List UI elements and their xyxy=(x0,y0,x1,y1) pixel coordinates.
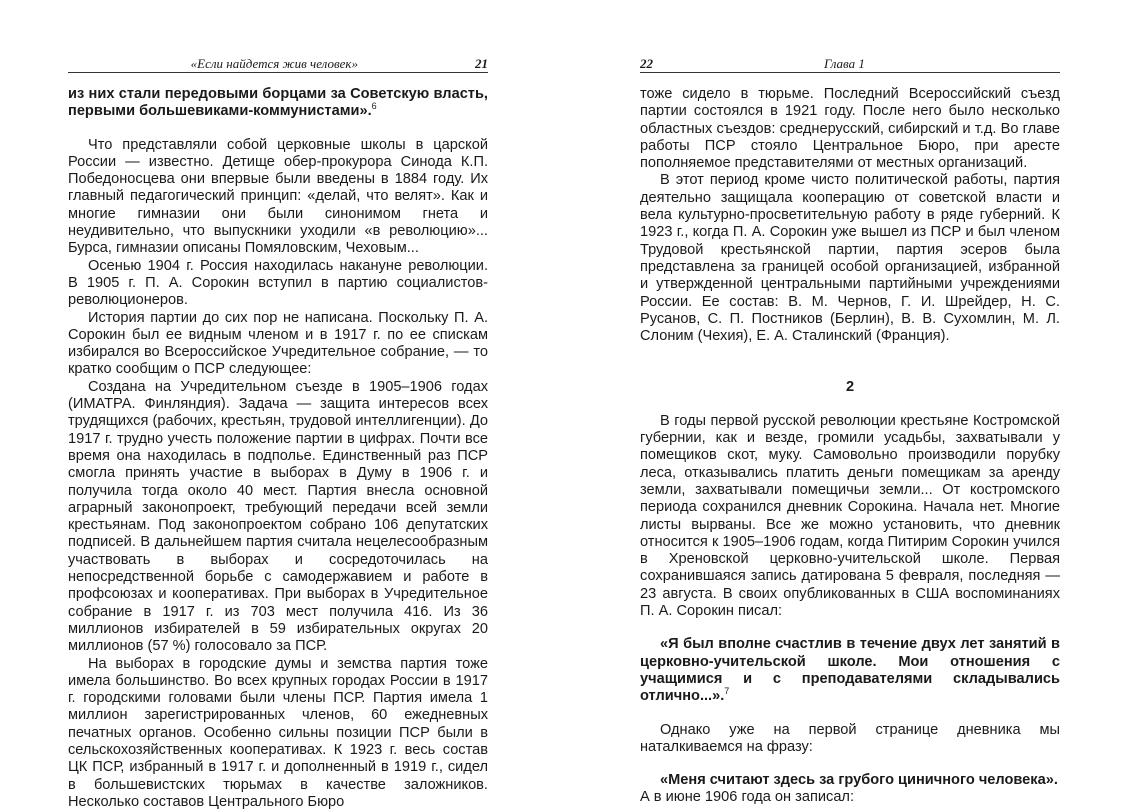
running-header xyxy=(640,56,1060,73)
running-header xyxy=(68,56,488,73)
paragraph: А в июне 1906 года он записал: xyxy=(640,789,1060,806)
footnote-ref: 7 xyxy=(724,686,729,696)
paragraph: Создана на Учредительном съезде в 1905–1906 годах (ИМАТРА. Финляндия). Задача — защита интересов всех трудящихся (рабочих, крестьян, трудовой интеллигенции). До 1917 г. трудно учесть положение партии в цифрах. Почти все время она находилась в подполье. Единственный раз ПСР смогла принять участие в выборах в Думу в 1906 г. и получила тогда около 40 мест. Партия внесла основной аграрный законопроект, требующий передачи всей земли крестьянам. Под законопроектом собрано 106 депутатских подписей. В дальнейшем партия считала нецелесообразным участвовать в выборах и сосредоточилась на непосредственной борьбе с самодержавием и работе в профсоюзах и кооперативах. При выборах в Учредительное собрание в 1917 г. из 703 мест получила 416. Из 36 миллионов избирателей в 59 избирательных округах 20 миллионов (57 %) голосовало за ПСР. xyxy=(68,379,488,656)
page-number: 21 xyxy=(475,56,488,72)
paragraph: История партии до сих пор не написана. Поскольку П. А. Сорокин был ее видным членом и в 1917 г. по ее спискам избирался во Всероссийское Учредительное собрание, — то кратко сообщим о ПСР следующее: xyxy=(68,310,488,379)
section-number: 2 xyxy=(640,379,1060,396)
quote-text: из них стали передовыми борцами за Советскую власть, первыми большевиками-коммунистами». xyxy=(68,86,488,119)
paragraph: Однако уже на первой странице дневника мы наталкиваемся на фразу: xyxy=(640,722,1060,757)
quote-text: «Я был вполне счастлив в течение двух лет занятий в церковно-учительской школе. Мои отношения с учащимися и с преподавателями складывались отлично...». xyxy=(640,636,1060,704)
paragraph: Осенью 1904 г. Россия находилась накануне революции. В 1905 г. П. А. Сорокин вступил в партию социалистов-революционеров. xyxy=(68,258,488,310)
paragraph: В этот период кроме чисто политической работы, партия деятельно защищала кооперацию от советской власти и вела культурно-просветительную работу в ряде губерний. К 1923 г., когда П. А. Сорокин уже вышел из ПСР и был членом Трудовой крестьянской партии, партия эсеров была представлена за границей особой организацией, избранной и утвержденной центральными партийными учреждениями России. Ее состав: В. М. Чернов, Г. И. Шрейдер, Н. С. Русанов, С. П. Постников (Берлин), В. В. Сухомлин, М. Л. Слоним (Чехия), Е. А. Сталинский (Франция). xyxy=(640,172,1060,345)
block-quote: «Меня считают здесь за грубого циничного человека». xyxy=(640,772,1060,789)
paragraph: На выборах в городские думы и земства партия тоже имела большинство. Во всех крупных городах России в 1917 г. городскими головами были члены ПСР. Партия имела 1 миллион зарегистрированных членов, 60 ежедневных печатных органов. Особенно сильны позиции ПСР были в сельскохозяйственных кооперативах. К 1923 г. весь состав ЦК ПСР, избранный в 1917 г. и дополненный в 1919 г., сидел в большевистских тюрьмах в качестве заложников. Несколько составов Центрального Бюро xyxy=(68,656,488,811)
page-body xyxy=(640,86,1060,807)
running-title: Глава 1 xyxy=(824,56,865,72)
page-body xyxy=(68,86,488,811)
footnote-ref: 6 xyxy=(372,101,377,111)
paragraph: тоже сидело в тюрьме. Последний Всероссийский съезд партии состоялся в 1921 году. После него было несколько областных съездов: среднерусский, сибирский и т.д. Во главе работы ПСР стояло Центральное Бюро, при аресте пополняемое представителями от местных организаций. xyxy=(640,86,1060,172)
page-number: 22 xyxy=(640,56,653,72)
quote-continuation xyxy=(68,86,488,121)
paragraph: Что представляли собой церковные школы в царской России — известно. Детище обер-прокурора Синода К.П. Победоносцева они впервые были введены в 1884 году. Их главный педагогический принцип: «делай, что велят». Как и многие гимназии они были синонимом гнета и неудивительно, что выпускники уходили «в революцию»... Бурса, гимназии описаны Помяловским, Чеховым... xyxy=(68,137,488,258)
block-quote xyxy=(640,636,1060,705)
paragraph: В годы первой русской революции крестьяне Костромской губернии, как и везде, громили усадьбы, захватывали у помещиков скот, муку. Самовольно производили порубку леса, отказывались платить деньги помещикам за аренду земли, захватывали помещичьи земли... От костромского периода сохранился дневник Сорокина. Начала нет. Многие листы вырваны. Все же можно установить, что дневник относится к 1905–1906 годам, когда Питирим Сорокин учился в Хреновской церковно-учительской школе. Первая сохранившаяся запись датирована 5 февраля, последняя — 23 августа. В своих опубликованных в США воспоминаниях П. А. Сорокин писал: xyxy=(640,413,1060,621)
running-title: «Если найдется жив человек» xyxy=(191,56,358,72)
